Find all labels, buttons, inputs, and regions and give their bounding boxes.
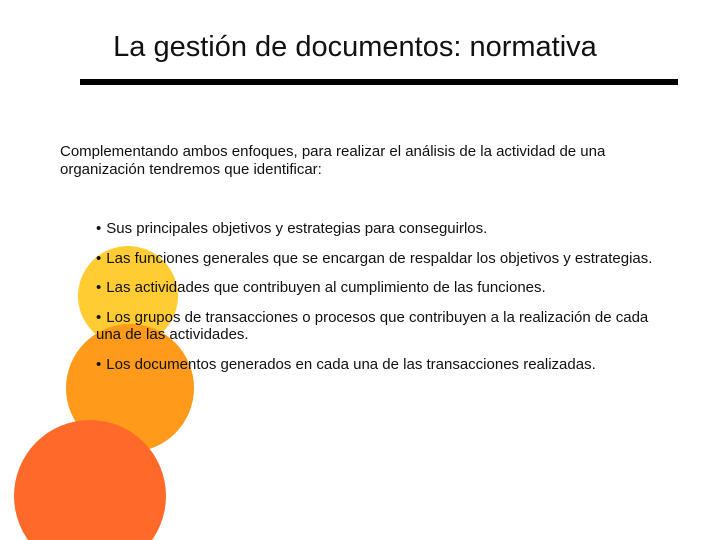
bullet-item xyxy=(96,220,656,237)
bullet-marker: • xyxy=(96,356,102,373)
title-divider xyxy=(80,79,678,85)
bullet-text: Sus principales objetivos y estrategias para conseguirlos. xyxy=(106,220,488,237)
bullet-text: Los grupos de transacciones o procesos que contribuyen a la realización de cada una de las actividades. xyxy=(96,309,649,343)
bullet-text: Las actividades que contribuyen al cumplimiento de las funciones. xyxy=(106,279,546,296)
bullet-text: Las funciones generales que se encargan de respaldar los objetivos y estrategias. xyxy=(106,250,653,267)
bullet-marker: • xyxy=(96,309,102,326)
bullet-item xyxy=(96,250,656,267)
bullet-item xyxy=(96,356,656,373)
bullet-text: Los documentos generados en cada una de las transacciones realizadas. xyxy=(106,356,596,373)
bullet-list xyxy=(96,220,656,388)
bullet-item xyxy=(96,279,656,296)
slide-title: La gestión de documentos: normativa xyxy=(113,31,597,63)
intro-paragraph: Complementando ambos enfoques, para realizar el análisis de la actividad de una organización tendremos que identificar: xyxy=(60,143,606,178)
bullet-marker: • xyxy=(96,250,102,267)
bullet-marker: • xyxy=(96,220,102,237)
bullet-marker: • xyxy=(96,279,102,296)
bullet-item xyxy=(96,309,656,343)
